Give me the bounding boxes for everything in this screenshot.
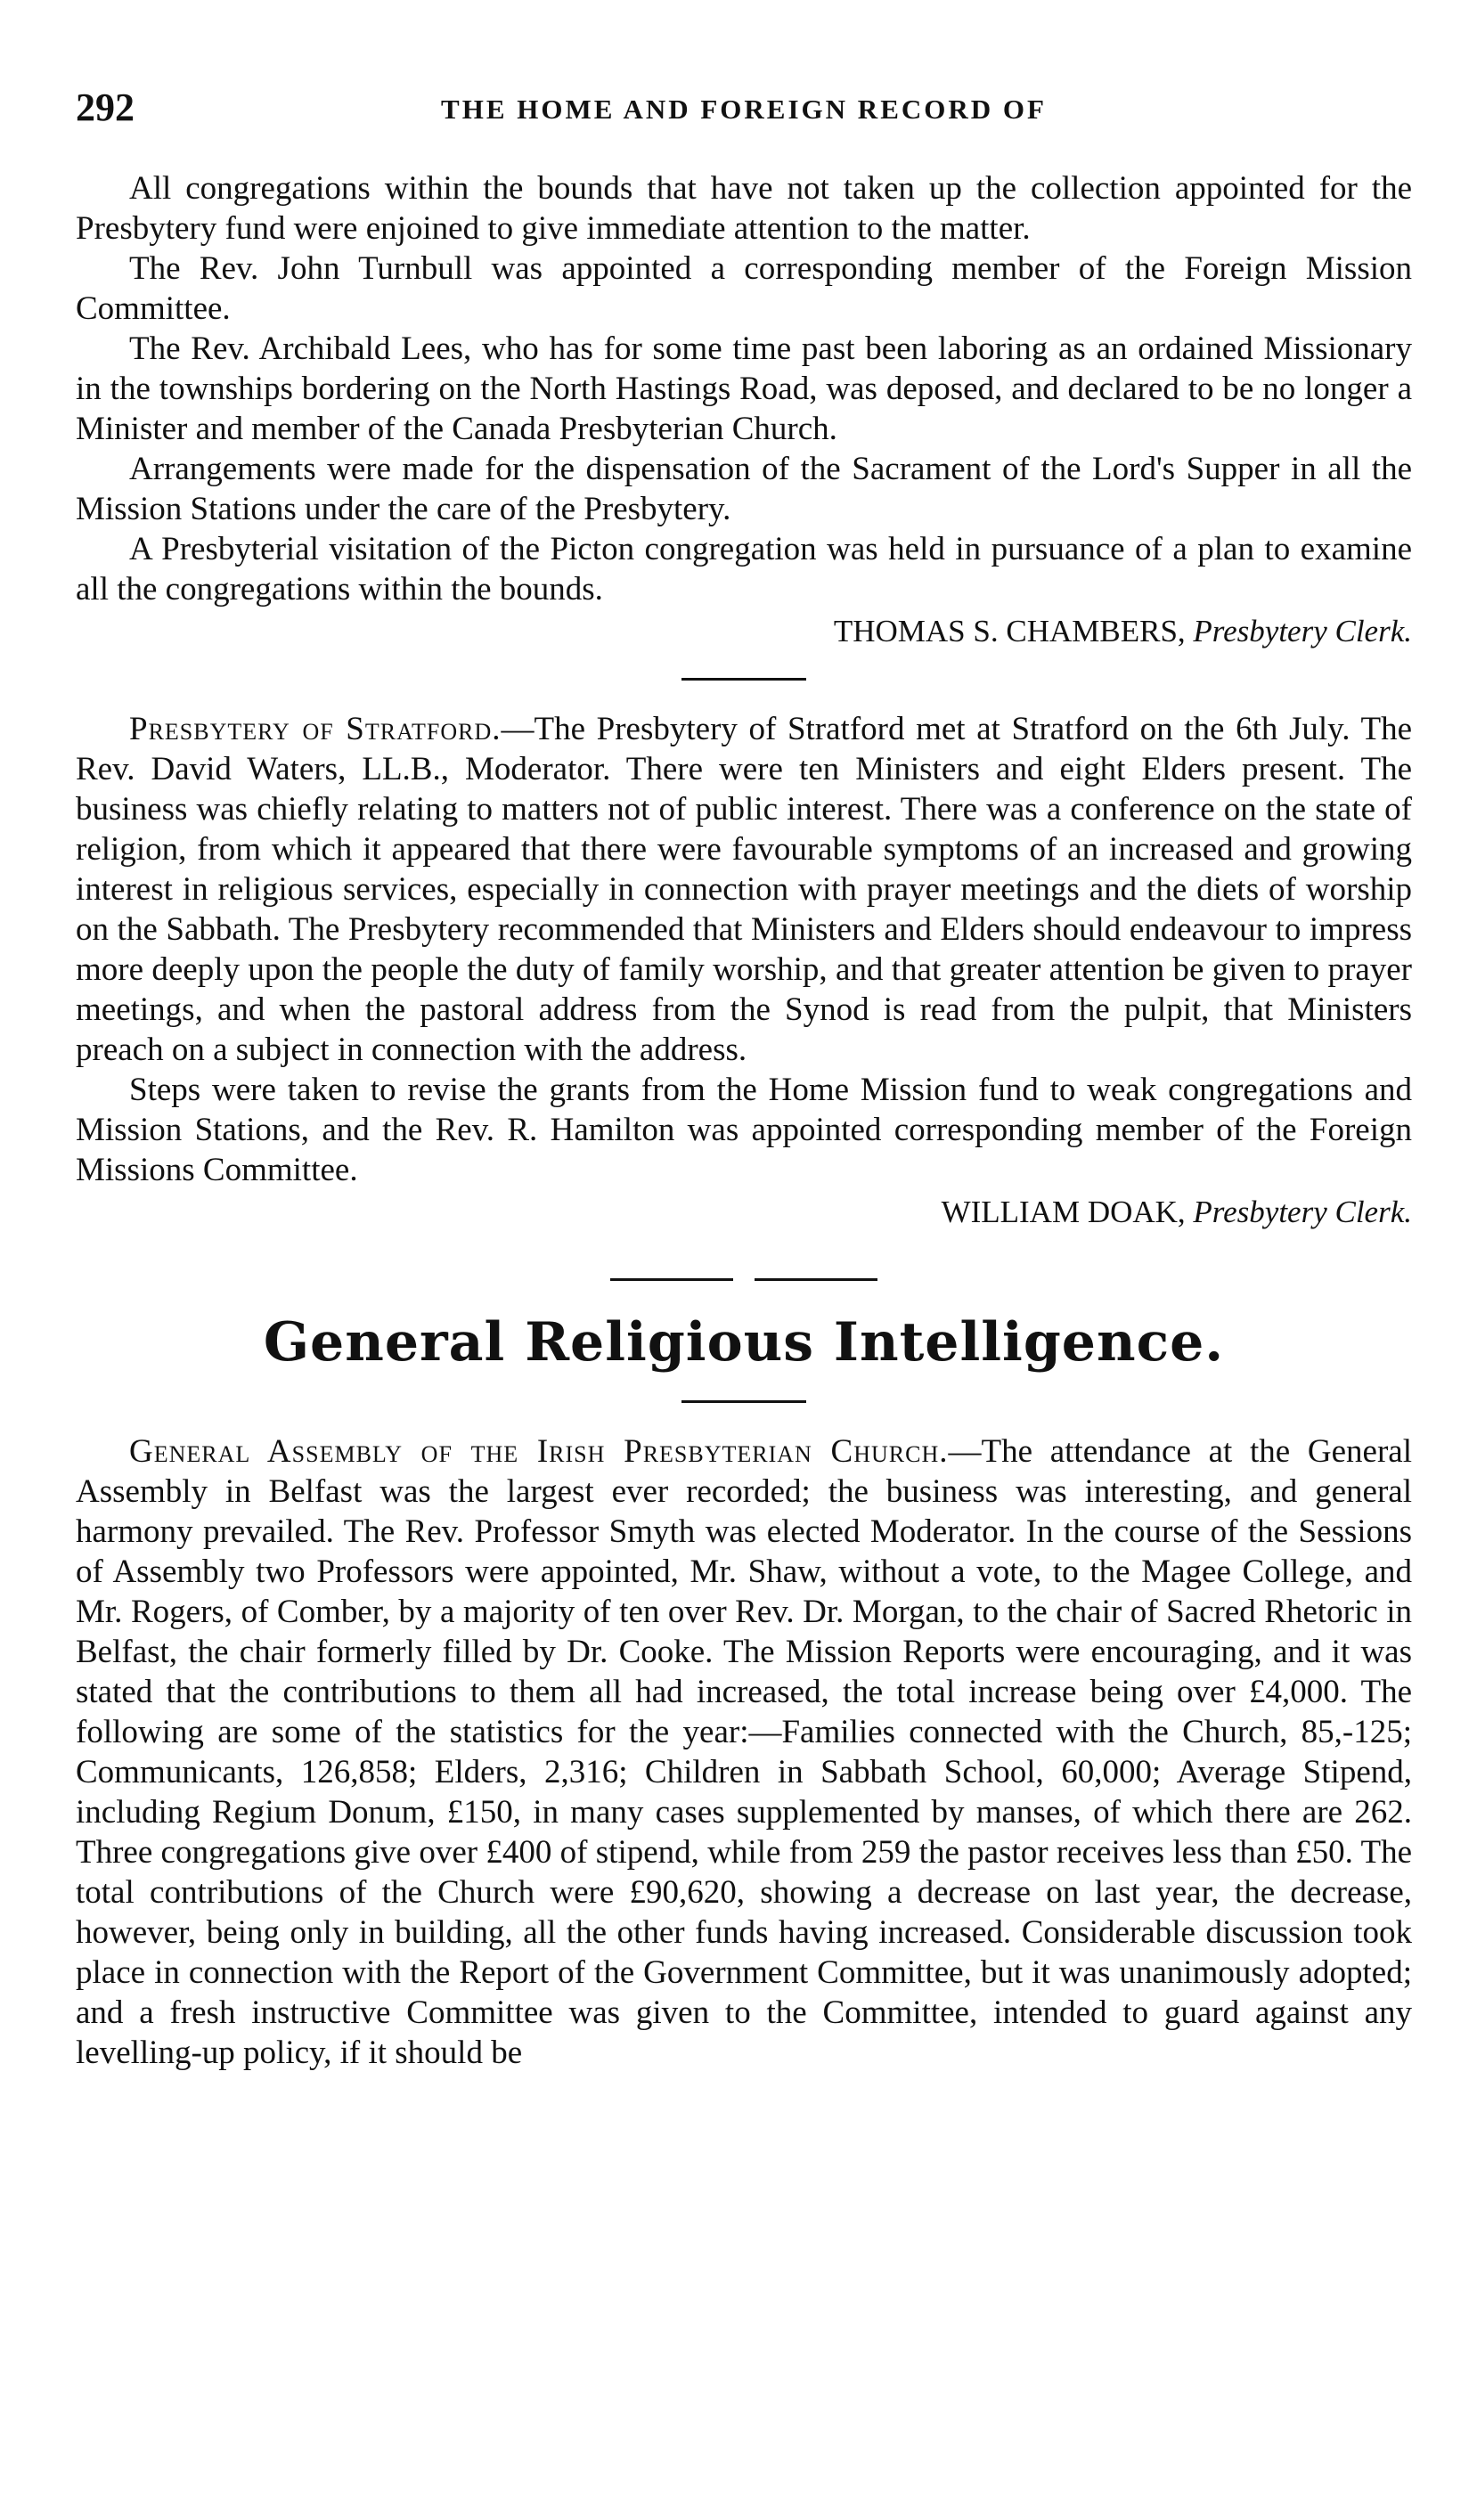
- paragraph: A Presbyterial visitation of the Picton congregation was held in pursuance of a plan to examine all the congregations within the bounds.: [76, 531, 1412, 608]
- signature-role: Presbytery Clerk.: [1193, 1195, 1412, 1229]
- section-divider: [610, 1278, 877, 1281]
- paragraph: Arrangements were made for the dispensation of the Sacrament of the Lord's Supper in all the Mission Stations under the care of the Presbytery.: [76, 451, 1412, 527]
- notice-lead: General Assembly of the Irish Presbyterian Church.: [129, 1433, 949, 1470]
- paragraph-text: —The Presbytery of Stratford met at Stratford on the 6th July. The Rev. David Waters, LL.B., Moderator. There were ten Ministers and eight Elders present. The business was chiefly relating to matters not of public interest. There was a conference on the state of religion, from which it appeared that there were favourable symptoms of an increased and growing interest in religious services, especially in connection with prayer meetings and the diets of worship on the Sabbath. The Presbytery recommended that Ministers and Elders should endeavour to impress more deeply upon the people the duty of family worship, and that greater attention be given to prayer meetings, and when the pastoral address from the Synod is read from the pulpit, that Ministers preach on a subject in connection with the address.: [76, 711, 1413, 1068]
- heading-divider: [681, 1400, 806, 1403]
- paragraph: The Rev. John Turnbull was appointed a corresponding member of the Foreign Mission Committee.: [76, 250, 1412, 327]
- paragraph: [76, 709, 1412, 1070]
- stratford-presbytery-notice: [76, 709, 1412, 1232]
- document-page: [76, 85, 1412, 2073]
- page-number: 292: [76, 86, 135, 129]
- running-title: THE HOME AND FOREIGN RECORD OF: [441, 94, 1047, 125]
- paragraph: [76, 1431, 1412, 2073]
- paragraph: Steps were taken to revise the grants from the Home Mission fund to weak congregations and Mission Stations, and the Rev. R. Hamilton was appointed corresponding member of the Foreign Missions Committee.: [76, 1072, 1412, 1188]
- paragraph-text: —The attendance at the General Assembly in Belfast was the largest ever recorded; the business was interesting, and general harmony prevailed. The Rev. Professor Smyth was elected Moderator. In the course of the Sessions of Assembly two Professors were appointed, Mr. Shaw, without a vote, to the Magee College, and Mr. Rogers, of Comber, by a majority of ten over Rev. Dr. Morgan, to the chair of Sacred Rhetoric in Belfast, the chair formerly filled by Dr. Cooke. The Mission Reports were encouraging, and it was stated that the contributions to them all had increased, the total increase being over £4,000. The following are some of the statistics for the year:—Families connected with the Church, 85,-125; Communicants, 126,858; Elders, 2,316; Children in Sabbath School, 60,000; Average Stipend, including Regium Donum, £150, in many cases supplemented by manses, of which there are 262. Three congregations give over £400 of stipend, while from 259 the pastor receives less than £50. The total contributions of the Church were £90,620, showing a decrease on last year, the decrease, however, being only in building, all the other funds having increased. Considerable discussion took place in connection with the Report of the Government Committee, but it was unanimously adopted; and a fresh instructive Committee was given to the Committee, intended to guard against any levelling-up policy, if it should be: [76, 1433, 1413, 2071]
- section-heading: General Religious Intelligence.: [263, 1311, 1225, 1374]
- signature: [76, 611, 1412, 651]
- irish-assembly-notice: [76, 1431, 1412, 2073]
- paragraph: The Rev. Archibald Lees, who has for some time past been laboring as an ordained Missionary in the townships bordering on the North Hastings Road, was deposed, and declared to be no longer a Minister and member of the Canada Presbyterian Church.: [76, 330, 1412, 447]
- signature-name: THOMAS S. CHAMBERS,: [833, 614, 1186, 648]
- running-head: [76, 85, 1412, 142]
- signature-role: Presbytery Clerk.: [1193, 614, 1412, 648]
- paragraph: All congregations within the bounds that have not taken up the collection appointed for the Presbytery fund were enjoined to give immediate attention to the matter.: [76, 170, 1412, 247]
- signature: [76, 1192, 1412, 1232]
- kingston-presbytery-notice: [76, 168, 1412, 651]
- section-divider: [681, 678, 806, 681]
- notice-lead: Presbytery of Stratford.: [129, 711, 502, 747]
- signature-name: WILLIAM DOAK,: [941, 1195, 1186, 1229]
